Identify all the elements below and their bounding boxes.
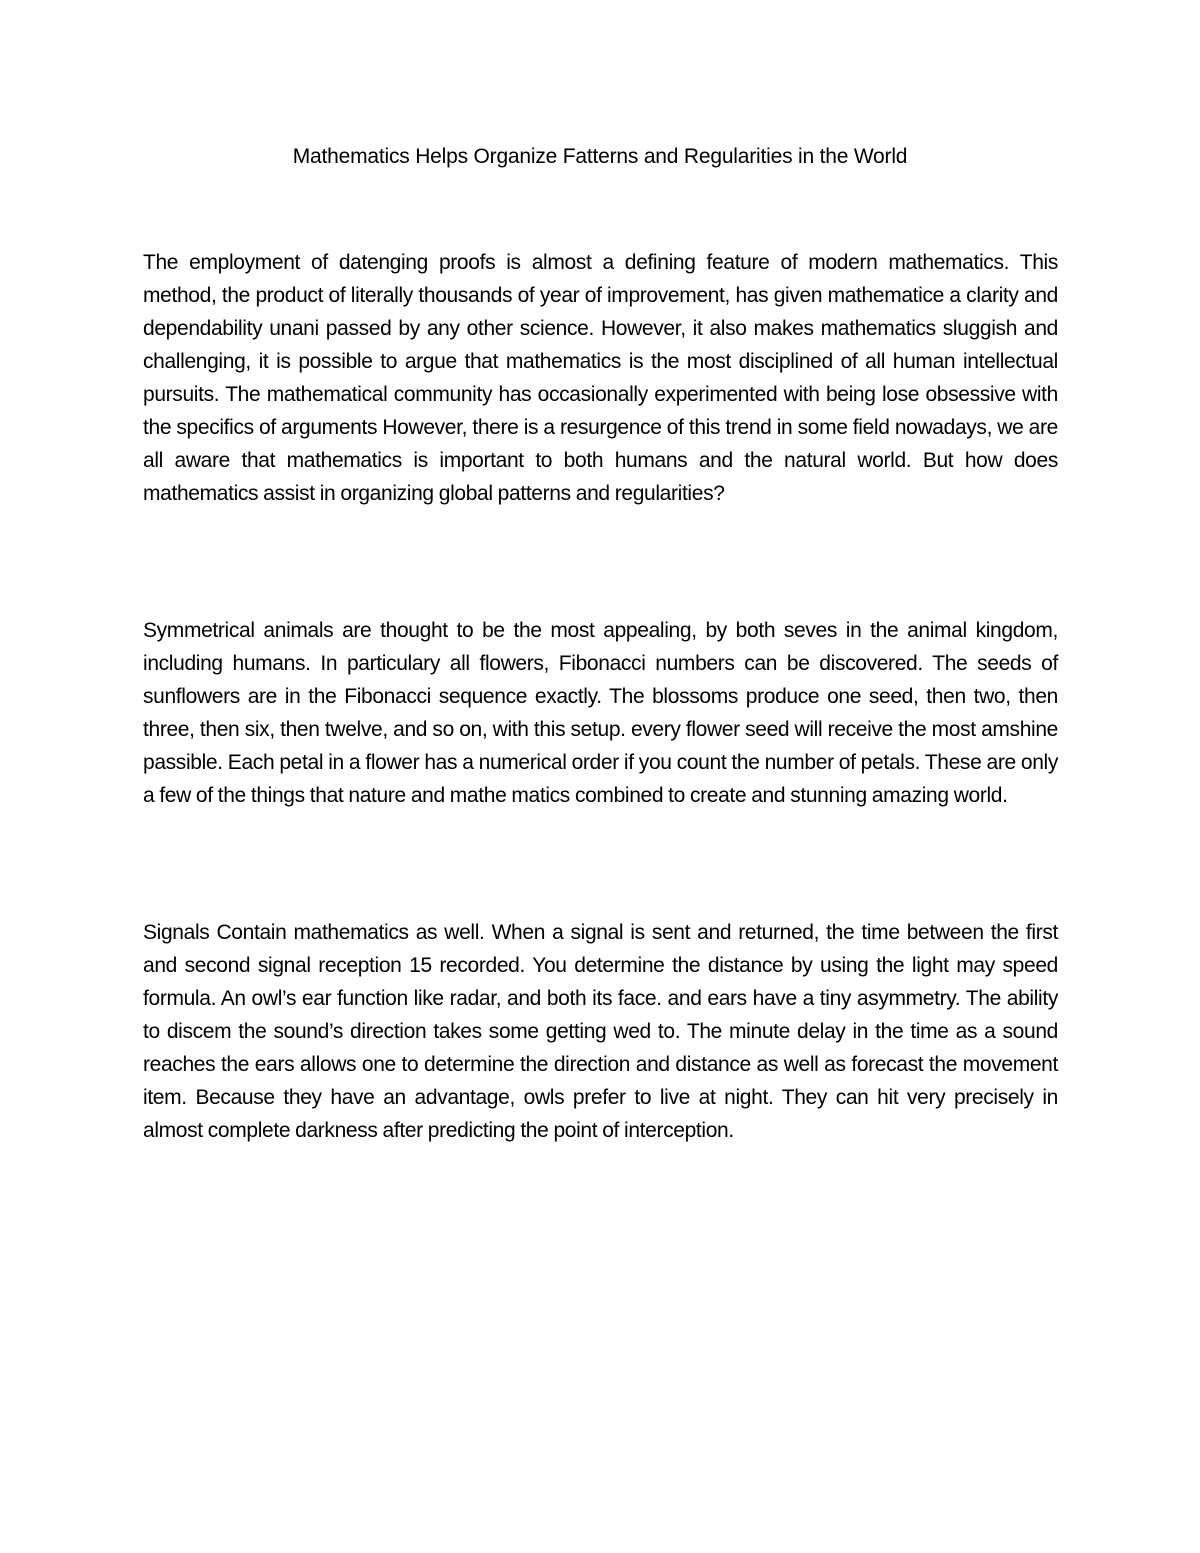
paragraph-3: Signals Contain mathematics as well. When a signal is sent and returned, the time between the first and second signal reception 15 recorded. You determine the distance by using the light may speed formula. An owl’s ear function like radar, and both its face. and ears have a tiny asymmetry. The ability to discem the sound’s direction takes some getting wed to. The minute delay in the time as a sound reaches the ears allows one to determine the direction and distance as well as forecast the movement item. Because they have an advantage, owls prefer to live at night. They can hit very precisely in almost complete darkness after predicting the point of interception. [143,921,1058,1142]
paragraph-1: The employment of datenging proofs is almost a defining feature of modern mathematics. This method, the product of literally thousands of year of improvement, has given mathematice a clarity and dependability unani passed by any other science. However, it also makes mathematics sluggish and challenging, it is possible to argue that mathematics is the most disciplined of all human intellectual pursuits. The mathematical community has occasionally experimented with being lose obsessive with the specifics of arguments However, there is a resurgence of this trend in some field nowadays, we are all aware that mathematics is important to both humans and the natural world. But how does mathematics assist in organizing global patterns and regularities? [143,251,1058,505]
document-title: Mathematics Helps Organize Fatterns and Regularities in the World [292,145,908,168]
paragraph-2: Symmetrical animals are thought to be the most appealing, by both seves in the animal kingdom, including humans. In particulary all flowers, Fibonacci numbers can be discovered. The seeds of sunflowers are in the Fibonacci sequence exactly. The blossoms produce one seed, then two, then three, then six, then twelve, and so on, with this setup. every flower seed will receive the most amshine passible. Each petal in a flower has a numerical order if you count the number of petals. These are only a few of the things that nature and mathe matics combined to create and stunning amazing world. [143,619,1058,807]
